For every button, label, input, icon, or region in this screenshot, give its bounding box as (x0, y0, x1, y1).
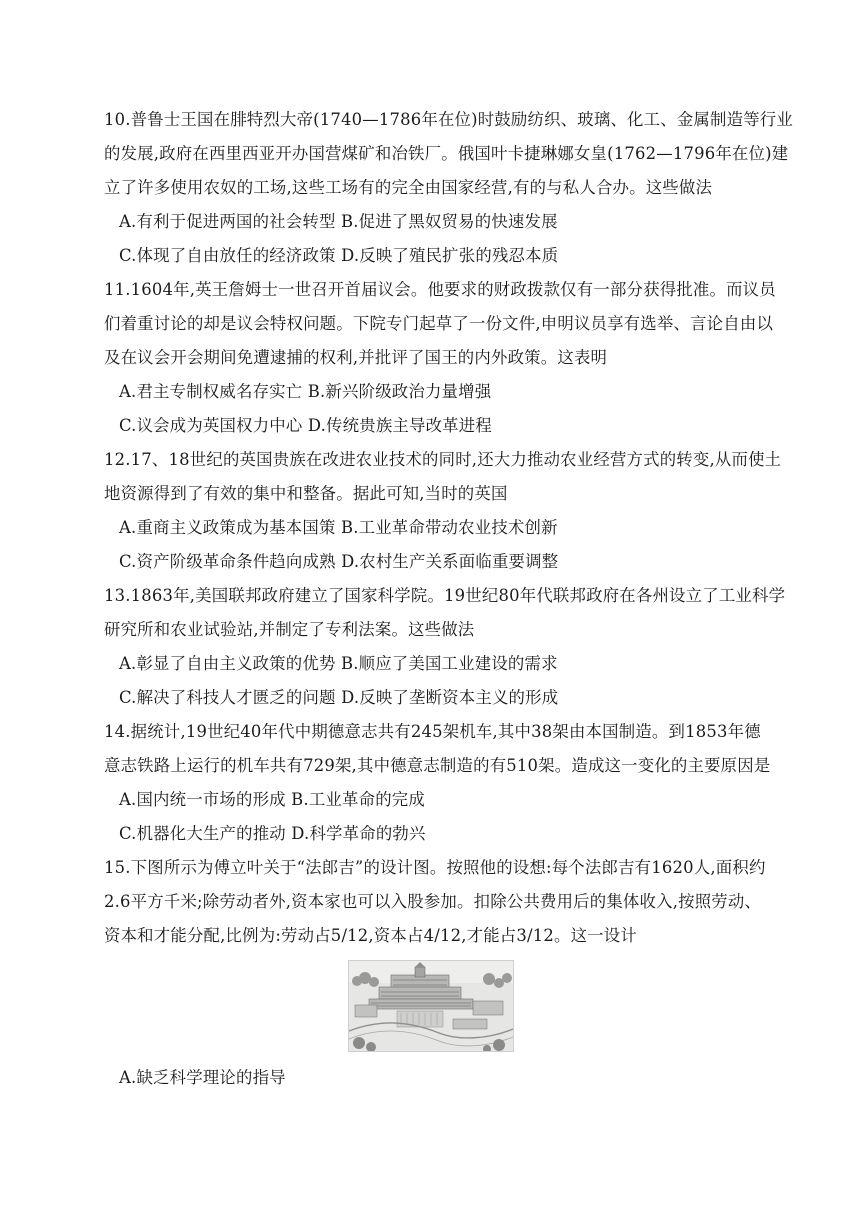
q11-options-line-1: A.君主专制权威名存实亡 B.新兴阶级政治力量增强 (119, 382, 492, 401)
q10-options-line-2: C.体现了自由放任的经济政策 D.反映了殖民扩张的残忍本质 (119, 246, 559, 265)
q14-options-line-2: C.机器化大生产的推动 D.科学革命的勃兴 (119, 824, 426, 843)
q11-stem-line-1: 11.1604年,英王詹姆士一世召开首届议会。他要求的财政拨款仅有一部分获得批准。而议员 (104, 280, 776, 299)
q13-options-line-2: C.解决了科技人才匮乏的问题 D.反映了垄断资本主义的形成 (119, 688, 559, 707)
q15-stem-line-1: 15.下图所示为傅立叶关于“法郎吉”的设计图。按照他的设想:每个法郎吉有1620人,面积约 (104, 858, 766, 877)
q10-stem-line-2: 的发展,政府在西里西亚开办国营煤矿和冶铁厂。俄国叶卡捷琳娜女皇(1762—1796年在位)建 (104, 144, 789, 163)
q13-stem-line-2: 研究所和农业试验站,并制定了专利法案。这些做法 (104, 620, 475, 639)
q14-stem-line-2: 意志铁路上运行的机车共有729架,其中德意志制造的有510架。造成这一变化的主要原因是 (104, 756, 771, 775)
q10-stem-line-3: 立了许多使用农奴的工场,这些工场有的完全由国家经营,有的与私人合办。这些做法 (104, 178, 713, 197)
q13-stem-line-1: 13.1863年,美国联邦政府建立了国家科学院。19世纪80年代联邦政府在各州设立了工业科学 (104, 586, 786, 605)
q12-stem-line-1: 12.17、18世纪的英国贵族在改进农业技术的同时,还大力推动农业经营方式的转变,从而使土 (104, 450, 782, 469)
q10-stem-line-1: 10.普鲁士王国在腓特烈大帝(1740—1786年在位)时鼓励纺织、玻璃、化工、金属制造等行业 (104, 110, 793, 129)
q14-options-line-1: A.国内统一市场的形成 B.工业革命的完成 (119, 790, 425, 809)
phalanstere-design-illustration (348, 960, 514, 1052)
q11-stem-line-3: 及在议会开会期间免遭逮捕的权利,并批评了国王的内外政策。这表明 (104, 348, 608, 367)
phalanstere-drawing (349, 961, 513, 1051)
q15-stem-line-2: 2.6平方千米;除劳动者外,资本家也可以入股参加。扣除公共费用后的集体收入,按照劳动、 (104, 892, 762, 911)
q11-stem-line-2: 们着重讨论的却是议会特权问题。下院专门起草了一份文件,申明议员享有选举、言论自由以 (104, 314, 774, 333)
q15-options-line-1: A.缺乏科学理论的指导 (119, 1068, 286, 1087)
q12-options-line-1: A.重商主义政策成为基本国策 B.工业革命带动农业技术创新 (119, 518, 558, 537)
q10-options-line-1: A.有利于促进两国的社会转型 B.促进了黑奴贸易的快速发展 (119, 212, 558, 231)
q15-stem-line-3: 资本和才能分配,比例为:劳动占5/12,资本占4/12,才能占3/12。这一设计 (104, 926, 637, 945)
q12-stem-line-2: 地资源得到了有效的集中和整备。据此可知,当时的英国 (104, 484, 508, 503)
q13-options-line-1: A.彰显了自由主义政策的优势 B.顺应了美国工业建设的需求 (119, 654, 558, 673)
q11-options-line-2: C.议会成为英国权力中心 D.传统贵族主导改革进程 (119, 416, 492, 435)
q14-stem-line-1: 14.据统计,19世纪40年代中期德意志共有245架机车,其中38架由本国制造。到1853年德 (104, 722, 761, 741)
q12-options-line-2: C.资产阶级革命条件趋向成熟 D.农村生产关系面临重要调整 (119, 552, 559, 571)
